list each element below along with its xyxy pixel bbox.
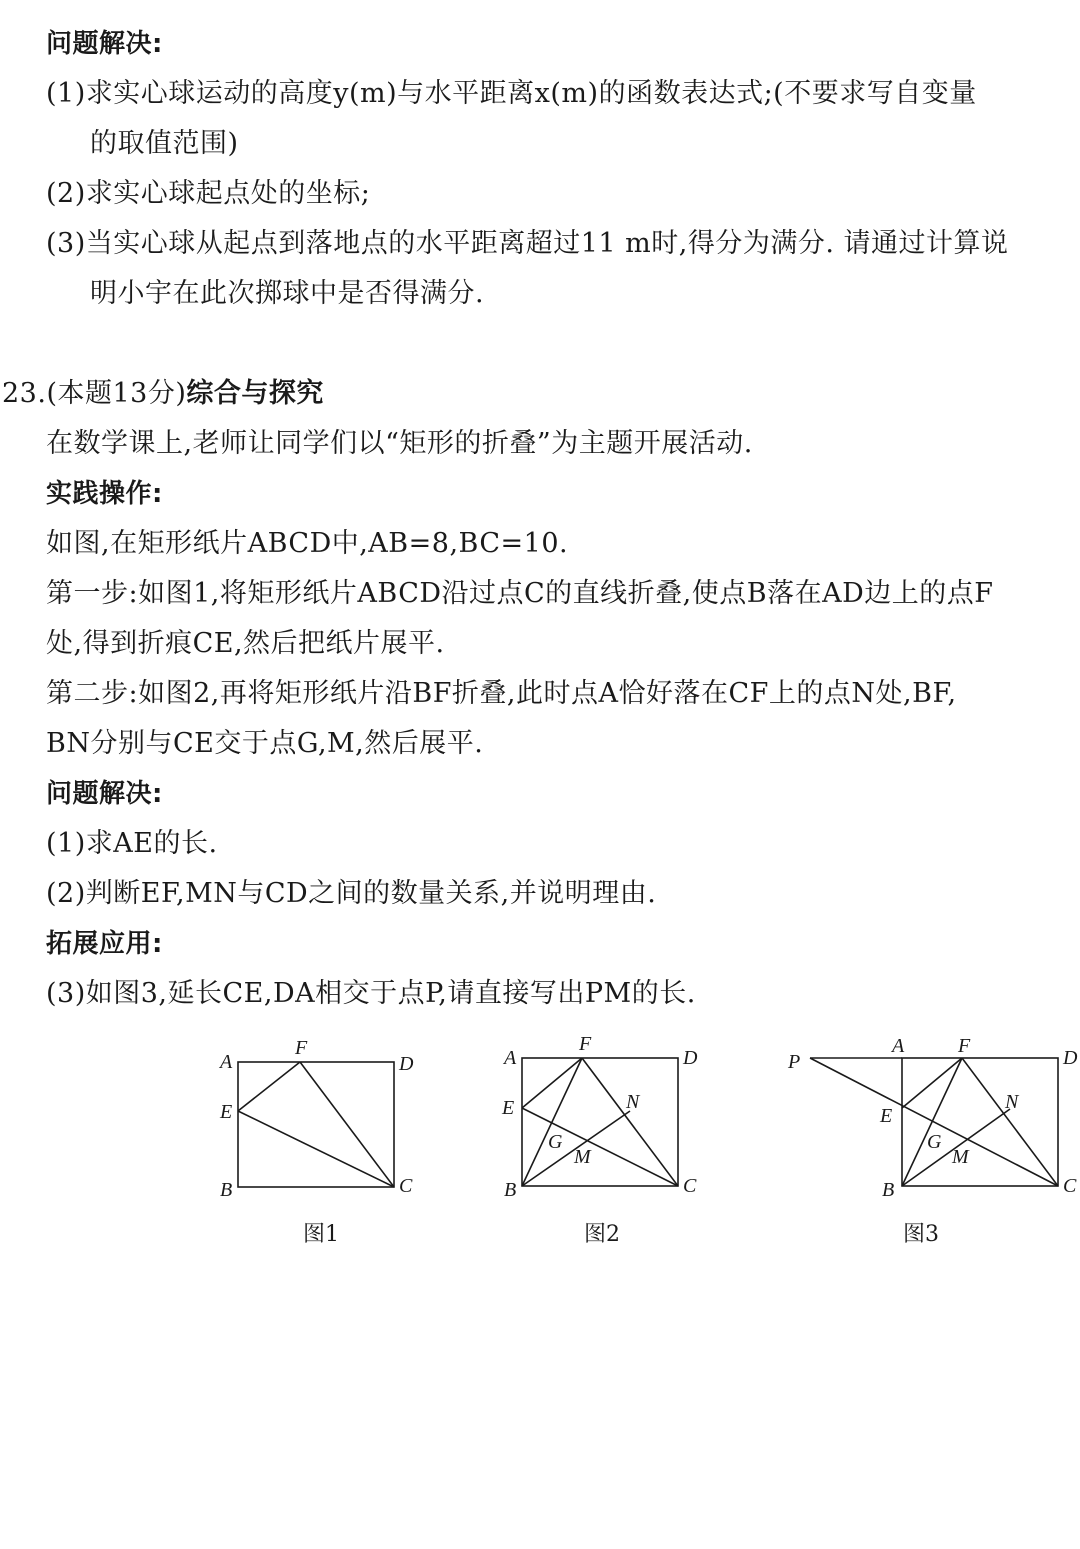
figure-2-caption: 图2 [584,1222,620,1247]
fig3-label-e: E [880,1105,893,1127]
q22-item2: (2)求实心球起点处的坐标; [46,178,371,209]
figure-3-diagram [780,1030,1080,1210]
fig2-segment-fc [582,1058,678,1186]
figure-1-caption: 图1 [303,1222,339,1247]
fig1-label-b: B [220,1179,233,1201]
q23-step1-line2: 处,得到折痕CE,然后把纸片展平. [46,628,445,659]
fig2-label-c: C [683,1175,697,1197]
fig2-label-b: B [504,1179,517,1201]
q22-problem-heading: 问题解决: [46,29,163,59]
q23-practice-heading: 实践操作: [46,479,163,509]
q23-step1-line1: 第一步:如图1,将矩形纸片ABCD沿过点C的直线折叠,使点B落在AD边上的点F [46,578,994,609]
fig2-segment-ef [522,1058,582,1108]
q23-part1: (1)求AE的长. [46,828,218,859]
fig1-label-e: E [220,1101,233,1123]
fig1-label-f: F [295,1037,308,1059]
figure-2 [490,1030,720,1210]
q23-given: 如图,在矩形纸片ABCD中,AB=8,BC=10. [46,528,569,559]
fig3-segment-ef [902,1058,962,1108]
fig2-label-d: D [683,1047,698,1069]
fig1-label-d: D [399,1053,414,1075]
fig3-rectangle-abcd [902,1058,1058,1186]
figure-3-caption: 图3 [903,1222,939,1247]
q22-item3-line1: (3)当实心球从起点到落地点的水平距离超过11 m时,得分为满分. 请通过计算说 [46,228,1009,259]
fig3-label-c: C [1063,1175,1077,1197]
fig1-rectangle-abcd [238,1062,394,1187]
fig3-label-f: F [958,1035,971,1057]
fig2-label-a: A [504,1047,517,1069]
fig2-label-e: E [502,1097,515,1119]
figure-3 [780,1030,1080,1210]
fig1-segment-ec [238,1111,394,1187]
fig2-label-n: N [626,1091,640,1113]
q23-intro: 在数学课上,老师让同学们以“矩形的折叠”为主题开展活动. [46,428,753,459]
fig2-label-f: F [579,1033,592,1055]
q23-extend-heading: 拓展应用: [46,929,163,959]
q23-header [2,376,324,412]
q23-step2-line1: 第二步:如图2,再将矩形纸片沿BF折叠,此时点A恰好落在CF上的点N处,BF, [46,678,957,709]
q23-meta: (本题13分) [46,378,187,409]
fig3-label-n: N [1005,1091,1019,1113]
fig3-segment-fc [962,1058,1058,1186]
q23-step2-line2: BN分别与CE交于点G,M,然后展平. [46,728,484,759]
fig1-label-a: A [220,1051,233,1073]
q23-part2: (2)判断EF,MN与CD之间的数量关系,并说明理由. [46,878,657,909]
figure-2-diagram [490,1030,720,1210]
q22-item3-line2: 明小宇在此次掷球中是否得满分. [90,278,485,309]
fig3-label-d: D [1063,1047,1078,1069]
fig3-label-m: M [952,1146,969,1168]
q23-solve-heading: 问题解决: [46,779,163,809]
figure-1 [200,1030,440,1210]
q23-number: 23. [2,378,47,409]
fig3-label-a: A [892,1035,905,1057]
fig2-label-m: M [574,1146,591,1168]
q22-item1-line2: 的取值范围) [90,128,239,159]
q23-part3: (3)如图3,延长CE,DA相交于点P,请直接写出PM的长. [46,978,696,1009]
q22-item1-line1: (1)求实心球运动的高度y(m)与水平距离x(m)的函数表达式;(不要求写自变量 [46,78,977,109]
fig3-label-b: B [882,1179,895,1201]
figure-1-diagram [200,1030,440,1210]
fig2-label-g: G [548,1131,563,1153]
q23-title: 综合与探究 [186,378,324,409]
fig1-segment-fc [300,1062,394,1187]
fig2-rectangle-abcd [522,1058,678,1186]
fig3-label-p: P [788,1051,801,1073]
fig3-segment-pc [810,1058,1058,1186]
fig2-segment-ec [522,1108,678,1186]
fig1-label-c: C [399,1175,413,1197]
fig3-label-g: G [927,1131,942,1153]
fig2-segment-bf [522,1058,582,1186]
fig1-segment-ef [238,1062,300,1111]
